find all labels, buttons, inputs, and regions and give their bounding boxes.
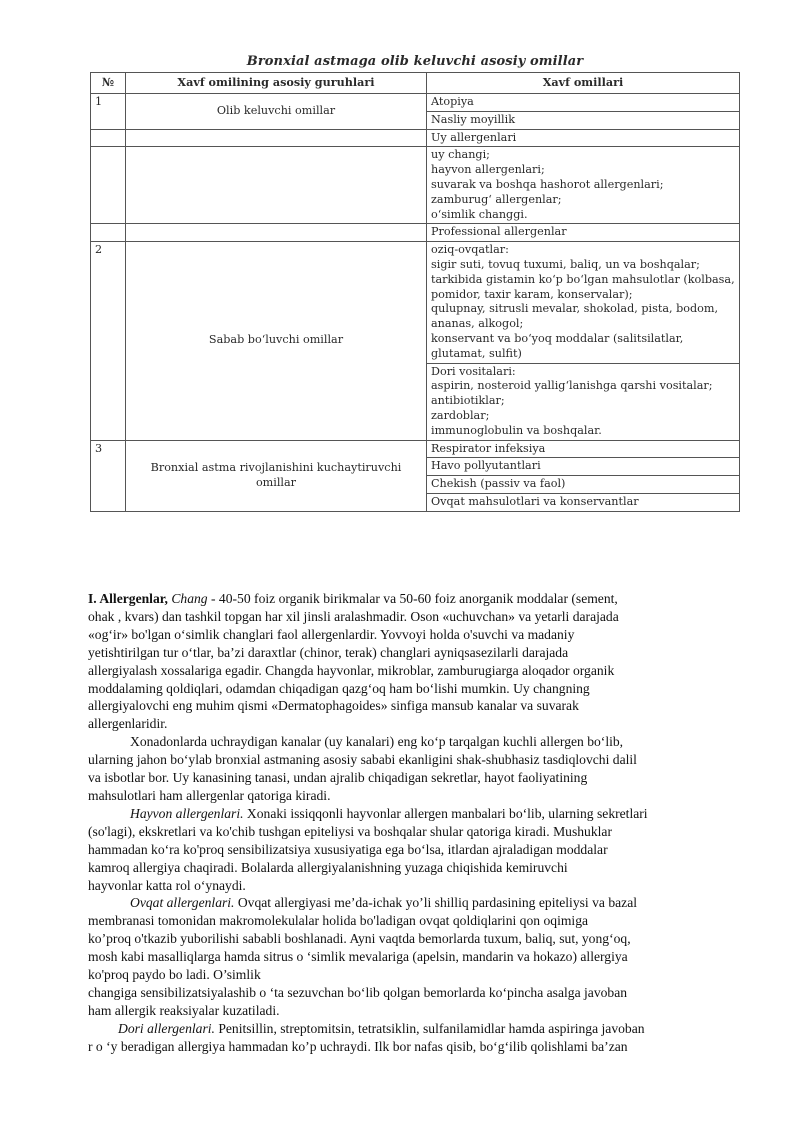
body-text — [88, 590, 742, 1056]
text-line: ularning jahon bo‘ylab bronxial astmaning asosiy sababi ekanligini shak-shubhasiz tasdiqlovchi dalil — [88, 752, 637, 768]
empty-cell — [91, 129, 126, 147]
list-item: o‘simlik changgi. — [431, 207, 528, 221]
list-item: oziq-ovqatlar: — [431, 243, 509, 257]
factor-cell: Chekish (passiv va faol) — [427, 476, 740, 494]
list-item: konservant va bo‘yoq moddalar (salitsilatlar, — [431, 331, 684, 345]
text-line: Ovqat allergiyasi me’da-ichak yo’li shilliq pardasining epiteliysi va bazal — [234, 895, 638, 911]
text-line: ko'proq paydo bo ladi. O’simlik — [88, 967, 261, 983]
factor-cell: Ovqat mahsulotlari va konservantlar — [427, 493, 740, 511]
food-allergens-cell — [427, 242, 740, 363]
text-line: - 40-50 foiz organik birikmalar va 50-60 foiz anorganik moddalar (sement, — [207, 591, 618, 606]
list-item: Dori vositalari: — [431, 364, 516, 378]
paragraph-food — [88, 894, 742, 1019]
term-chang: Chang — [171, 591, 208, 606]
paragraph-mites — [88, 733, 742, 805]
empty-cell — [126, 129, 427, 147]
scanned-table-region — [90, 52, 740, 512]
text-line: changiga sensibilizatsiyalashib o ‘ta sezuvchan bo‘lib qolgan bemorlarda ko‘pincha asalga javoban — [88, 984, 628, 1000]
text-line: ham allergik reaksiyalar kuzatiladi. — [88, 1002, 280, 1018]
text-line: hammadan ko‘ra ko'proq sensibilizatsiya xususiyatiga ega bo‘lsa, itlardan ajraladigan moddalar — [88, 841, 608, 857]
factor-cell: Professional allergenlar — [427, 224, 740, 242]
empty-cell — [91, 224, 126, 242]
list-item: pomidor, taxir karam, konservalar); — [431, 287, 633, 301]
factor-cell: Respirator infeksiya — [427, 440, 740, 458]
text-line: «og‘ir» bo'lgan o‘simlik changlari faol allergenlardir. Yovvoyi holda o'suvchi va madaniy — [88, 626, 575, 642]
drugs-cell — [427, 363, 740, 440]
list-item: aspirin, nosteroid yallig‘lanishga qarshi vositalar; — [431, 379, 713, 393]
group-number: 2 — [91, 242, 126, 440]
list-item: tarkibida gistamin ko‘p bo‘lgan mahsulotlar (kolbasa, — [431, 272, 735, 286]
empty-cell — [126, 147, 427, 224]
factor-cell: Uy allergenlari — [427, 129, 740, 147]
table-header-row — [91, 73, 740, 94]
factor-cell: Nasliy moyillik — [427, 111, 740, 129]
list-item: zardoblar; — [431, 408, 490, 422]
empty-cell — [91, 147, 126, 224]
text-line: allergiyalovchi eng muhim qismi «Dermatophagoides» sinfiga mansub kanalar va suvarak — [88, 698, 579, 714]
empty-cell — [126, 224, 427, 242]
table-row — [91, 94, 740, 112]
paragraph-animal — [88, 805, 742, 895]
group-number: 3 — [91, 440, 126, 511]
list-item: uy changi; — [431, 148, 490, 162]
list-item: ananas, alkogol; — [431, 317, 524, 331]
text-line: (so'lagi), ekskretlari va ko'chib tushgan epiteliysi va boshqalar shular qatoriga kiradi. Mushuklar — [88, 823, 612, 839]
text-line: yetishtirilgan tur o‘tlar, ba’zi daraxtlar (chinor, terak) changlari ayniqsasezilarli darajada — [88, 644, 569, 660]
table-row — [91, 129, 740, 147]
table-row — [91, 440, 740, 458]
list-item: qulupnay, sitrusli mevalar, shokolad, pista, bodom, — [431, 302, 719, 316]
paragraph-drugs — [88, 1020, 742, 1056]
list-item: hayvon allergenlari; — [431, 163, 545, 177]
list-item: antibiotiklar; — [431, 394, 505, 408]
text-line: Xonaki issiqqonli hayvonlar allergen manbalari bo‘lib, ularning sekretlari — [243, 805, 648, 821]
text-line: va isbotlar bor. Uy kanasining tanasi, undan ajralib chiqadigan sekretlar, hayot faoliyatining — [88, 770, 588, 786]
group-number: 1 — [91, 94, 126, 130]
factor-cell: Atopiya — [427, 94, 740, 112]
table-row — [91, 224, 740, 242]
text-line: r o ‘y beradigan allergiya hammadan ko’p uchraydi. Ilk bor nafas qisib, bo‘g‘ilib qolishlami ba’zan — [88, 1038, 628, 1054]
term-food-allergens: Ovqat allergenlari. — [130, 895, 235, 911]
header-number: № — [91, 73, 126, 94]
text-line: membranasi tomonidan makromolekulalar holida bo'ladigan ovqat qoldiqlarini qon oqimiga — [88, 913, 589, 929]
risk-factors-table — [90, 72, 740, 512]
table-title: Bronxial astmaga olib keluvchi asosiy omillar — [246, 54, 584, 69]
section-heading: I. Allergenlar, — [88, 591, 168, 606]
header-groups: Xavf omilining asosiy guruhlari — [126, 73, 427, 94]
list-item: sigir suti, tovuq tuxumi, baliq, un va boshqalar; — [431, 257, 700, 271]
text-line: Xonadonlarda uchraydigan kanalar (uy kanalari) eng ko‘p tarqalgan kuchli allergen bo‘lib, — [130, 734, 624, 750]
text-line: Penitsillin, streptomitsin, tetratsiklin, sulfanilamidlar hamda aspiringa javoban — [214, 1020, 645, 1036]
text-line: mosh kabi masalliqlarga hamda sitrus o ‘simlik mevalariga (apelsin, mandarin va hokazo) allergiya — [88, 949, 628, 965]
list-item: glutamat, sulfit) — [431, 346, 522, 360]
table-row — [91, 147, 740, 224]
household-allergens-cell — [427, 147, 740, 224]
list-item: immunoglobulin va boshqalar. — [431, 423, 602, 437]
table-row — [91, 242, 740, 363]
list-item: suvarak va boshqa hashorot allergenlari; — [431, 177, 664, 191]
list-item: zamburug‘ allergenlar; — [431, 192, 562, 206]
text-line: ohak , kvars) dan tashkil topgan har xil jinsli aralashmadir. Oson «uchuvchan» va yetarli darajada — [88, 608, 619, 624]
text-line: kamroq allergiya chaqiradi. Bolalarda allergiyalanishning yuzaga chiqishida kemiruvchi — [88, 859, 568, 875]
text-line: allergiyalash xossalariga egadir. Changda hayvonlar, mikroblar, zamburugiarga aloqador organik — [88, 662, 615, 678]
text-line: moddalaming qoldiqlari, odamdan chiqadigan qazg‘oq ham bo‘lishi mumkin. Uy changning — [88, 680, 590, 696]
text-line: hayvonlar katta rol o‘ynaydi. — [88, 877, 246, 893]
text-line: ko’proq o'tkazib yuborilishi sababli boshlanadi. Ayni vaqtda bemorlarda tuxum, baliq, sut, yong‘oq, — [88, 931, 631, 947]
text-line: allergenlaridir. — [88, 716, 168, 732]
paragraph-dust — [88, 590, 742, 733]
term-animal-allergens: Hayvon allergenlari. — [130, 805, 244, 821]
group-label: Sabab bo‘luvchi omillar — [126, 242, 427, 440]
group-label: Olib keluvchi omillar — [126, 94, 427, 130]
factor-cell: Havo pollyutantlari — [427, 458, 740, 476]
header-factors: Xavf omillari — [427, 73, 740, 94]
group-label: Bronxial astma rivojlanishini kuchaytiruvchi omillar — [126, 440, 427, 511]
term-drug-allergens: Dori allergenlari. — [118, 1020, 215, 1036]
text-line: mahsulotlari ham allergenlar qatoriga kiradi. — [88, 787, 331, 803]
